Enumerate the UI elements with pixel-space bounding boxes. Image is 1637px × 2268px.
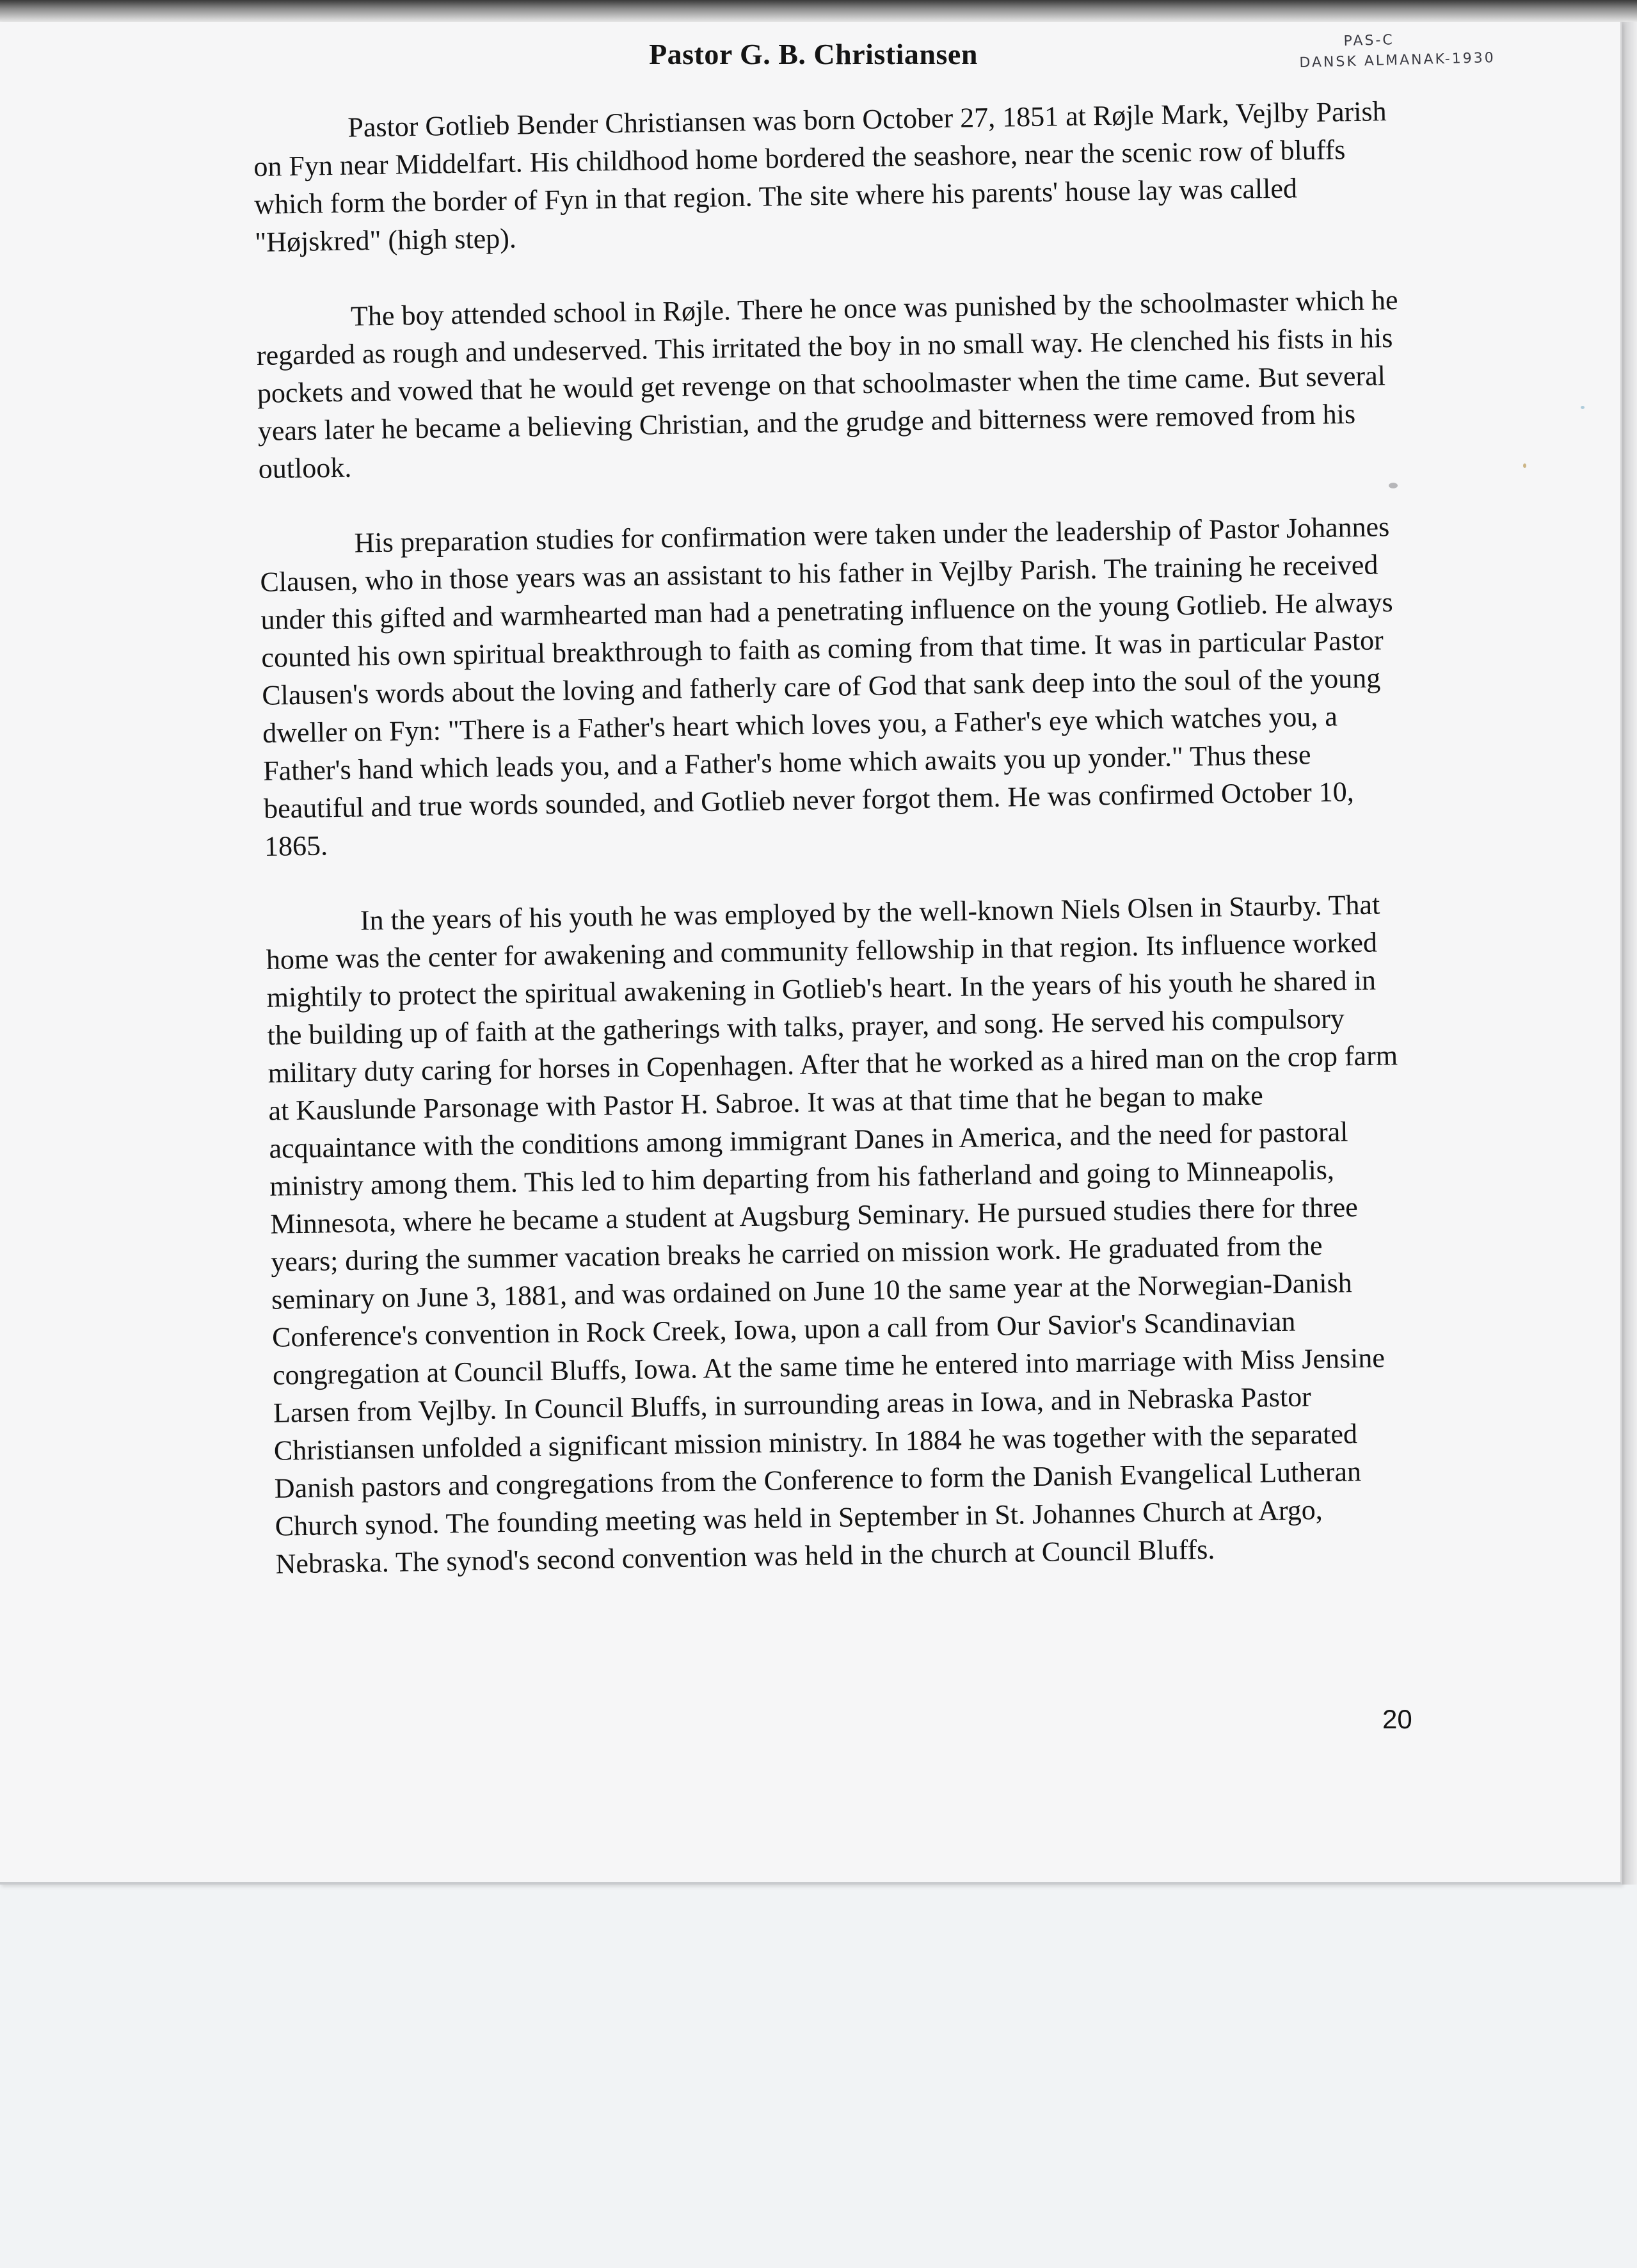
paragraph-confirmation: His preparation studies for confirmation were taken under the leadership of Pastor Johannes Clausen, who in those years was an assistant to his father in Vejlby Parish. The training he received under this gifted and warmhearted man had a penetrating influence on the young Gotlieb. He always counted his own spiritual breakthrough to faith as coming from that time. It was in particular Pastor Clausen's words about the loving and fatherly care of God that sank deep into the soul of the young dweller on Fyn: "There is a Father's heart which loves you, a Father's eye which watches you, a Father's hand which leads you, and a Father's home which awaits you up yonder." Thus these beautiful and true words sounded, and Gotlieb never forgot them. He was confirmed October 10, 1865. — [260, 511, 1393, 862]
paragraph-birth: Pastor Gotlieb Bender Christiansen was born October 27, 1851 at Røjle Mark, Vejlby Parish on Fyn near Middelfart. His childhood home bordered the seashore, near the scenic row of bluffs which form the border of Fyn in that region. The site where his parents' house lay was called "Højskred" (high step). — [253, 95, 1387, 258]
body-text — [253, 92, 1422, 1621]
page-number: 20 — [1382, 1704, 1412, 1734]
scan-speck — [1523, 463, 1526, 468]
scanner-bed-background — [0, 1885, 1637, 2268]
paragraph-youth-ministry: In the years of his youth he was employed by the well-known Niels Olsen in Staurby. That home was the center for awakening and community fellowship in that region. Its influence worked mightily to protect the spiritual awakening in Gotlieb's heart. In the years of his youth he shared in the building up of faith at the gatherings with talks, prayer, and song. He served his compulsory military duty caring for horses in Copenhagen. After that he worked as a hired man on the crop farm at Kauslunde Parsonage with Pastor H. Sabroe. It was at that time that he began to make acquaintance with the conditions among immigrant Danes in America, and the need for pastoral ministry among them. This led to him departing from his fatherland and going to Minneapolis, Minnesota, where he became a student at Augsburg Seminary. He pursued studies there for three years; during the summer vacation breaks he carried on mission work. He graduated from the seminary on June 3, 1881, and was ordained on June 10 the same year at the Norwegian-Danish Conference's convention in Rock Creek, Iowa, upon a call from Our Savior's Scandinavian congregation at Council Bluffs, Iowa. At the same time he entered into marriage with Miss Jensine Larsen from Vejlby. In Council Bluffs, in surrounding areas in Iowa, and in Nebraska Pastor Christiansen unfolded a significant mission ministry. In 1884 he was together with the separated Danish pastors and congregations from the Conference to form the Danish Evangelical Lutheran Church synod. The founding meeting was held in September in St. Johannes Church at Argo, Nebraska. The synod's second convention was held in the church at Council Bluffs. — [266, 889, 1398, 1580]
paragraph-school: The boy attended school in Røjle. There he once was punished by the schoolmaster which he regarded as rough and undeserved. This irritated the boy in no small way. He clenched his fists in his pockets and vowed that he would get revenge on that schoolmaster when the time came. But several years later he became a believing Christian, and the grudge and bitterness were removed from his outlook. — [256, 284, 1398, 485]
handwritten-note-line1: PAS-C — [1343, 32, 1395, 50]
scan-top-edge — [0, 0, 1637, 22]
scan-speck — [1581, 406, 1585, 409]
page-title: Pastor G. B. Christiansen — [649, 38, 978, 70]
handwritten-note-line2: DANSK ALMANAK-1930 — [1299, 50, 1496, 72]
page-edge-shadow — [1620, 22, 1637, 1885]
